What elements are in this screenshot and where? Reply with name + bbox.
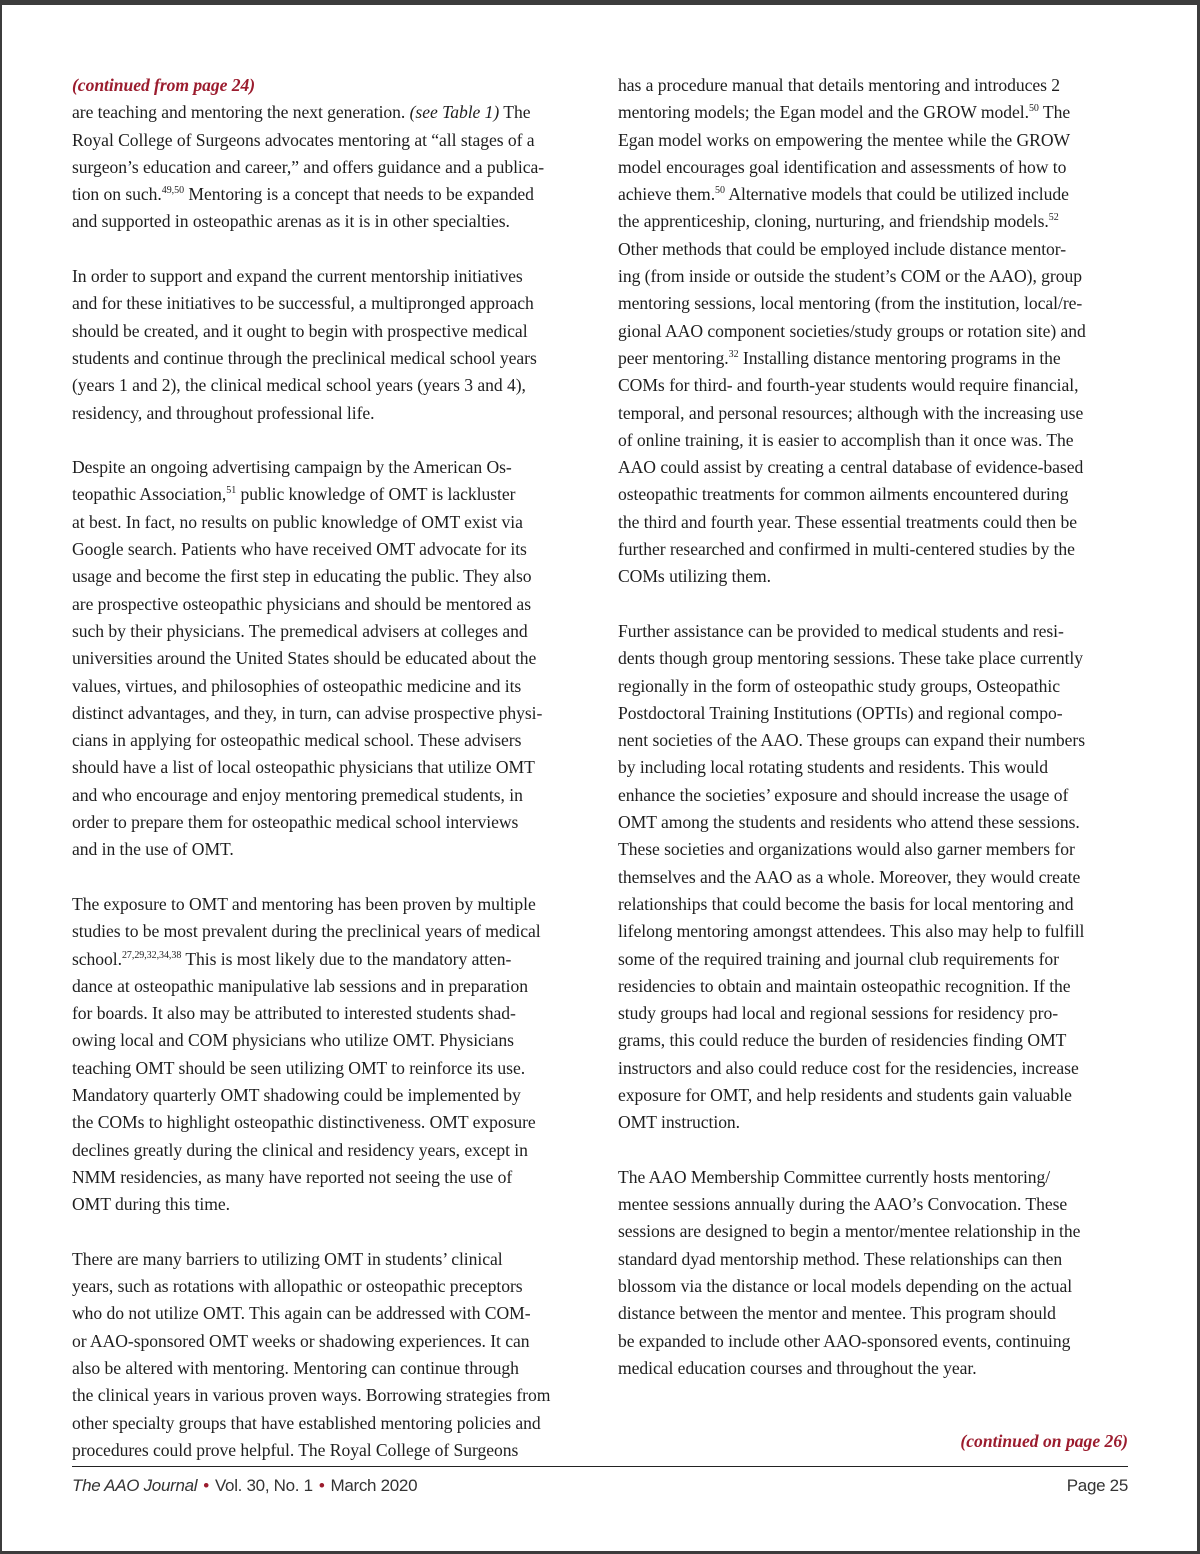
text-line — [72, 481, 584, 508]
text-line — [618, 345, 1130, 372]
text: mentoring models; the Egan model and the GROW model. — [618, 102, 1029, 123]
text-line: instructors and also could reduce cost for the residencies, increase — [618, 1057, 1079, 1078]
text: tion on such. — [72, 184, 162, 205]
text-line: COMs utilizing them. — [618, 566, 771, 587]
text-line: OMT instruction. — [618, 1112, 741, 1133]
journal-title: The AAO Journal — [72, 1476, 198, 1495]
bullet-separator-icon: • — [203, 1476, 209, 1495]
text: public knowledge of OMT is lackluster — [236, 484, 516, 505]
text-line: relationships that could become the basis for local mentoring and — [618, 893, 1074, 914]
text: Alternative models that could be utilized include — [724, 184, 1069, 205]
text-line: order to prepare them for osteopathic medical school interviews — [72, 812, 519, 833]
citation: 49,50 — [161, 185, 185, 197]
text-line: lifelong mentoring amongst attendees. This also may help to fulfill — [618, 921, 1085, 942]
text-line: The AAO Membership Committee currently hosts mentoring/ — [618, 1166, 1051, 1187]
text-line: students and continue through the preclinical medical school years — [72, 347, 537, 368]
text-line: COMs for third- and fourth-year students would require financial, — [618, 375, 1079, 396]
table-reference[interactable]: (see Table 1) — [409, 102, 500, 123]
text-line: OMT among the students and residents who attend these sessions. — [618, 812, 1080, 833]
text-line — [72, 99, 584, 126]
text-line: by including local rotating students and residents. This would — [618, 757, 1049, 778]
right-column — [618, 72, 1130, 1410]
text-line: and in the use of OMT. — [72, 839, 234, 860]
text-line: and who encourage and enjoy mentoring premedical students, in — [72, 784, 523, 805]
text: Mentoring is a concept that needs to be expanded — [184, 184, 534, 205]
text-line: cians in applying for osteopathic medical school. These advisers — [72, 730, 522, 751]
text-line: distinct advantages, and they, in turn, can advise prospective physi- — [72, 702, 543, 723]
text-line: distance between the mentor and mentee. This program should — [618, 1303, 1056, 1324]
text-line: for boards. It also may be attributed to interested students shad- — [72, 1003, 516, 1024]
text-line — [72, 181, 584, 208]
paragraph-2 — [618, 618, 1130, 1137]
text: achieve them. — [618, 184, 716, 205]
text-line: at best. In fact, no results on public knowledge of OMT exist via — [72, 511, 523, 532]
paragraph-3 — [618, 1164, 1130, 1382]
text-line — [72, 946, 584, 973]
text: Installing distance mentoring programs in the — [738, 347, 1061, 368]
text-line: themselves and the AAO as a whole. Moreover, they would create — [618, 866, 1081, 887]
text-line: universities around the United States should be educated about the — [72, 648, 537, 669]
citation: 52 — [1048, 212, 1059, 224]
text-line: teaching OMT should be seen utilizing OMT to reinforce its use. — [72, 1057, 526, 1078]
text-line: other specialty groups that have established mentoring policies and — [72, 1412, 541, 1433]
text-line: usage and become the first step in educating the public. They also — [72, 566, 532, 587]
text-line: OMT during this time. — [72, 1194, 230, 1215]
citation: 50 — [715, 185, 725, 197]
text-line: the clinical years in various proven ways. Borrowing strategies from — [72, 1385, 551, 1406]
text-line: declines greatly during the clinical and residency years, except in — [72, 1139, 528, 1160]
left-column — [72, 72, 584, 1491]
text-line: (years 1 and 2), the clinical medical school years (years 3 and 4), — [72, 375, 526, 396]
text-line: regionally in the form of osteopathic study groups, Osteopathic — [618, 675, 1060, 696]
text-line: Mandatory quarterly OMT shadowing could be implemented by — [72, 1084, 521, 1105]
text-line: AAO could assist by creating a central database of evidence-based — [618, 457, 1084, 478]
text-line: temporal, and personal resources; although with the increasing use — [618, 402, 1084, 423]
text-line: further researched and confirmed in multi-centered studies by the — [618, 539, 1075, 560]
text-line: dents though group mentoring sessions. These take place currently — [618, 648, 1083, 669]
citation: 51 — [226, 485, 237, 497]
text-line: mentoring sessions, local mentoring (from the institution, local/re- — [618, 293, 1083, 314]
citation: 50 — [1028, 103, 1039, 115]
text-line: has a procedure manual that details mentoring and introduces 2 — [618, 75, 1060, 95]
text-line: enhance the societies’ exposure and should increase the usage of — [618, 784, 1069, 805]
text-line: Further assistance can be provided to medical students and resi- — [618, 620, 1064, 641]
text: The — [499, 102, 531, 123]
text-line: gional AAO component societies/study groups or rotation site) and — [618, 320, 1086, 341]
continued-from-link[interactable]: (continued from page 24) — [72, 75, 256, 95]
text-line: owing local and COM physicians who utilize OMT. Physicians — [72, 1030, 514, 1051]
text-line: blossom via the distance or local models depending on the actual — [618, 1276, 1073, 1297]
text-line: study groups had local and regional sessions for residency pro- — [618, 1003, 1059, 1024]
text-line: such by their physicians. The premedical advisers at colleges and — [72, 620, 528, 641]
volume-issue: Vol. 30, No. 1 — [214, 1476, 313, 1495]
text-line: Egan model works on empowering the mentee while the GROW — [618, 129, 1071, 150]
text-line: Despite an ongoing advertising campaign by the American Os- — [72, 457, 512, 478]
text-line: model encourages goal identification and assessments of how to — [618, 156, 1067, 177]
text-line: mentee sessions annually during the AAO’s Convocation. These — [618, 1194, 1068, 1215]
text-line: some of the required training and journal club requirements for — [618, 948, 1059, 969]
paragraph-1 — [618, 72, 1130, 591]
text-line: should be created, and it ought to begin with prospective medical — [72, 320, 528, 341]
citation: 32 — [728, 348, 739, 360]
text-line: exposure for OMT, and help residents and students gain valuable — [618, 1084, 1072, 1105]
text: school. — [72, 948, 122, 969]
text-line: be expanded to include other AAO-sponsored events, continuing — [618, 1330, 1071, 1351]
continued-on-link[interactable]: (continued on page 26) — [960, 1431, 1128, 1451]
text-line: residencies to obtain and maintain osteopathic recognition. If the — [618, 975, 1071, 996]
text-line: Google search. Patients who have received OMT advocate for its — [72, 539, 527, 560]
footer-citation — [72, 1476, 417, 1496]
paragraph-4 — [72, 891, 584, 1219]
paragraph-5 — [72, 1246, 584, 1464]
window-frame-left — [0, 0, 2, 1554]
text-line: standard dyad mentorship method. These relationships can then — [618, 1248, 1063, 1269]
text-line: NMM residencies, as many have reported not seeing the use of — [72, 1166, 513, 1187]
text-line: nent societies of the AAO. These groups can expand their numbers — [618, 730, 1085, 751]
text: This is most likely due to the mandatory atten- — [181, 948, 512, 969]
text-line: and supported in osteopathic arenas as it is in other specialties. — [72, 211, 510, 232]
text-line — [618, 208, 1130, 235]
paragraph-2 — [72, 263, 584, 427]
text-line: also be altered with mentoring. Mentoring can continue through — [72, 1357, 519, 1378]
text-line: and for these initiatives to be successful, a multipronged approach — [72, 293, 534, 314]
text-line: In order to support and expand the current mentorship initiatives — [72, 266, 523, 287]
window-frame-top — [0, 0, 1200, 5]
text-line: who do not utilize OMT. This again can be addressed with COM- — [72, 1303, 531, 1324]
text-line: the COMs to highlight osteopathic distinctiveness. OMT exposure — [72, 1112, 536, 1133]
text-line: are prospective osteopathic physicians and should be mentored as — [72, 593, 531, 614]
footer-divider — [72, 1466, 1128, 1467]
text-line: Postdoctoral Training Institutions (OPTIs) and regional compo- — [618, 702, 1063, 723]
text-line: sessions are designed to begin a mentor/mentee relationship in the — [618, 1221, 1081, 1242]
text-line: studies to be most prevalent during the preclinical years of medical — [72, 921, 541, 942]
text-line: dance at osteopathic manipulative lab sessions and in preparation — [72, 975, 529, 996]
text-line: There are many barriers to utilizing OMT in students’ clinical — [72, 1248, 503, 1269]
text-line: Royal College of Surgeons advocates mentoring at “all stages of a — [72, 129, 535, 150]
text-line: years, such as rotations with allopathic or osteopathic preceptors — [72, 1276, 523, 1297]
text-line: procedures could prove helpful. The Royal College of Surgeons — [72, 1439, 519, 1460]
text-line: The exposure to OMT and mentoring has been proven by multiple — [72, 893, 536, 914]
issue-date: March 2020 — [330, 1476, 418, 1495]
text-line: surgeon’s education and career,” and offers guidance and a publica- — [72, 156, 545, 177]
text: the apprenticeship, cloning, nurturing, and friendship models. — [618, 211, 1049, 232]
text-line: or AAO-sponsored OMT weeks or shadowing experiences. It can — [72, 1330, 530, 1351]
text-line: residency, and throughout professional life. — [72, 402, 375, 423]
text-line: osteopathic treatments for common ailments encountered during — [618, 484, 1069, 505]
text-line: values, virtues, and philosophies of osteopathic medicine and its — [72, 675, 522, 696]
text: are teaching and mentoring the next generation. — [72, 102, 410, 123]
text-line: Other methods that could be employed include distance mentor- — [618, 238, 1067, 259]
text-line — [618, 181, 1130, 208]
text-line: medical education courses and throughout the year. — [618, 1357, 977, 1378]
text-line: should have a list of local osteopathic physicians that utilize OMT — [72, 757, 535, 778]
text: The — [1038, 102, 1071, 123]
page-number: Page 25 — [1066, 1476, 1128, 1495]
text-line: the third and fourth year. These essential treatments could then be — [618, 511, 1077, 532]
text-line: ing (from inside or outside the student’s COM or the AAO), group — [618, 266, 1082, 287]
page-footer — [72, 1476, 1128, 1496]
paragraph-1 — [72, 99, 584, 235]
text-line — [618, 99, 1130, 126]
citation: 27,29,32,34,38 — [121, 949, 182, 961]
paragraph-3 — [72, 454, 584, 863]
text: teopathic Association, — [72, 484, 227, 505]
text-line: of online training, it is easier to accomplish than it once was. The — [618, 429, 1074, 450]
bullet-separator-icon: • — [318, 1476, 325, 1495]
text-line: These societies and organizations would also garner members for — [618, 839, 1075, 860]
text-line: grams, this could reduce the burden of residencies finding OMT — [618, 1030, 1067, 1051]
text: peer mentoring. — [618, 347, 729, 368]
